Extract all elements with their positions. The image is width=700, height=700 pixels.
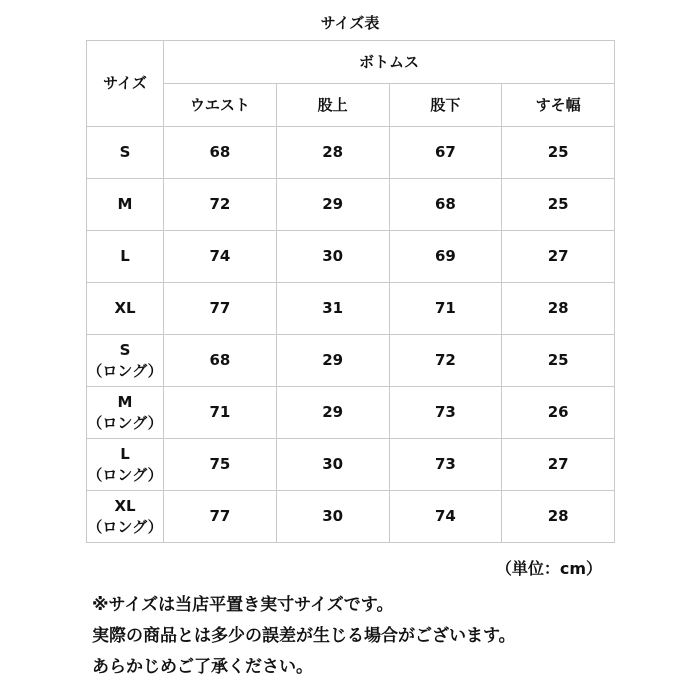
size-cell: [87, 439, 164, 491]
measurement-cell: 28: [502, 491, 615, 543]
measurement-cell: 30: [276, 231, 389, 283]
measurement-cell: 71: [164, 387, 277, 439]
size-cell: [87, 283, 164, 335]
size-label: M: [117, 195, 133, 214]
measurement-cell: 77: [164, 283, 277, 335]
measurement-cell: 28: [276, 127, 389, 179]
table-row: [87, 491, 615, 543]
column-header-inseam: 股下: [389, 84, 502, 127]
size-sublabel: （ロング）: [87, 465, 163, 484]
size-cell: [87, 387, 164, 439]
size-table: [86, 40, 615, 543]
table-header-row: [87, 41, 615, 84]
measurement-cell: 25: [502, 335, 615, 387]
measurement-cell: 29: [276, 387, 389, 439]
measurement-cell: 31: [276, 283, 389, 335]
size-label: XL: [114, 497, 136, 516]
measurement-cell: 71: [389, 283, 502, 335]
table-body: [87, 127, 615, 543]
size-label: XL: [114, 299, 136, 318]
measurement-cell: 29: [276, 179, 389, 231]
table-row: [87, 127, 615, 179]
measurement-cell: 69: [389, 231, 502, 283]
measurement-cell: 25: [502, 127, 615, 179]
size-cell: [87, 179, 164, 231]
measurement-cell: 74: [164, 231, 277, 283]
measurement-cell: 29: [276, 335, 389, 387]
unit-label: （単位：cm）: [495, 559, 602, 578]
column-header-hem-width: すそ幅: [502, 84, 615, 127]
measurement-cell: 67: [389, 127, 502, 179]
measurement-cell: 74: [389, 491, 502, 543]
column-header-rise: 股上: [276, 84, 389, 127]
measurement-cell: 30: [276, 439, 389, 491]
measurement-cell: 72: [164, 179, 277, 231]
column-header-waist: ウエスト: [164, 84, 277, 127]
size-label: M: [117, 393, 133, 412]
table-row: [87, 179, 615, 231]
measurement-cell: 25: [502, 179, 615, 231]
notes: [92, 590, 516, 683]
measurement-cell: 77: [164, 491, 277, 543]
table-row: [87, 335, 615, 387]
measurement-cell: 27: [502, 231, 615, 283]
size-cell: [87, 491, 164, 543]
group-header-bottoms: ボトムス: [164, 41, 615, 84]
page-title: サイズ表: [320, 14, 380, 32]
size-label: L: [120, 445, 130, 464]
table-row: [87, 283, 615, 335]
measurement-cell: 30: [276, 491, 389, 543]
measurement-cell: 68: [389, 179, 502, 231]
measurement-cell: 73: [389, 387, 502, 439]
size-sublabel: （ロング）: [87, 413, 163, 432]
size-cell: [87, 335, 164, 387]
measurement-cell: 27: [502, 439, 615, 491]
measurement-cell: 73: [389, 439, 502, 491]
table-subheader-row: [87, 84, 615, 127]
size-sublabel: （ロング）: [87, 517, 163, 536]
size-cell: [87, 231, 164, 283]
measurement-cell: 26: [502, 387, 615, 439]
table-row: [87, 439, 615, 491]
size-cell: [87, 127, 164, 179]
measurement-cell: 75: [164, 439, 277, 491]
note-line: 実際の商品とは多少の誤差が生じる場合がございます。: [92, 626, 516, 646]
size-sublabel: （ロング）: [87, 361, 163, 380]
size-column-header: サイズ: [87, 41, 164, 127]
measurement-cell: 68: [164, 127, 277, 179]
measurement-cell: 72: [389, 335, 502, 387]
size-label: S: [119, 143, 131, 162]
table-row: [87, 231, 615, 283]
measurement-cell: 28: [502, 283, 615, 335]
table-row: [87, 387, 615, 439]
size-label: S: [119, 341, 131, 360]
note-line: あらかじめご了承ください。: [92, 657, 313, 677]
size-label: L: [120, 247, 130, 266]
measurement-cell: 68: [164, 335, 277, 387]
note-line: ※サイズは当店平置き実寸サイズです。: [92, 595, 394, 615]
